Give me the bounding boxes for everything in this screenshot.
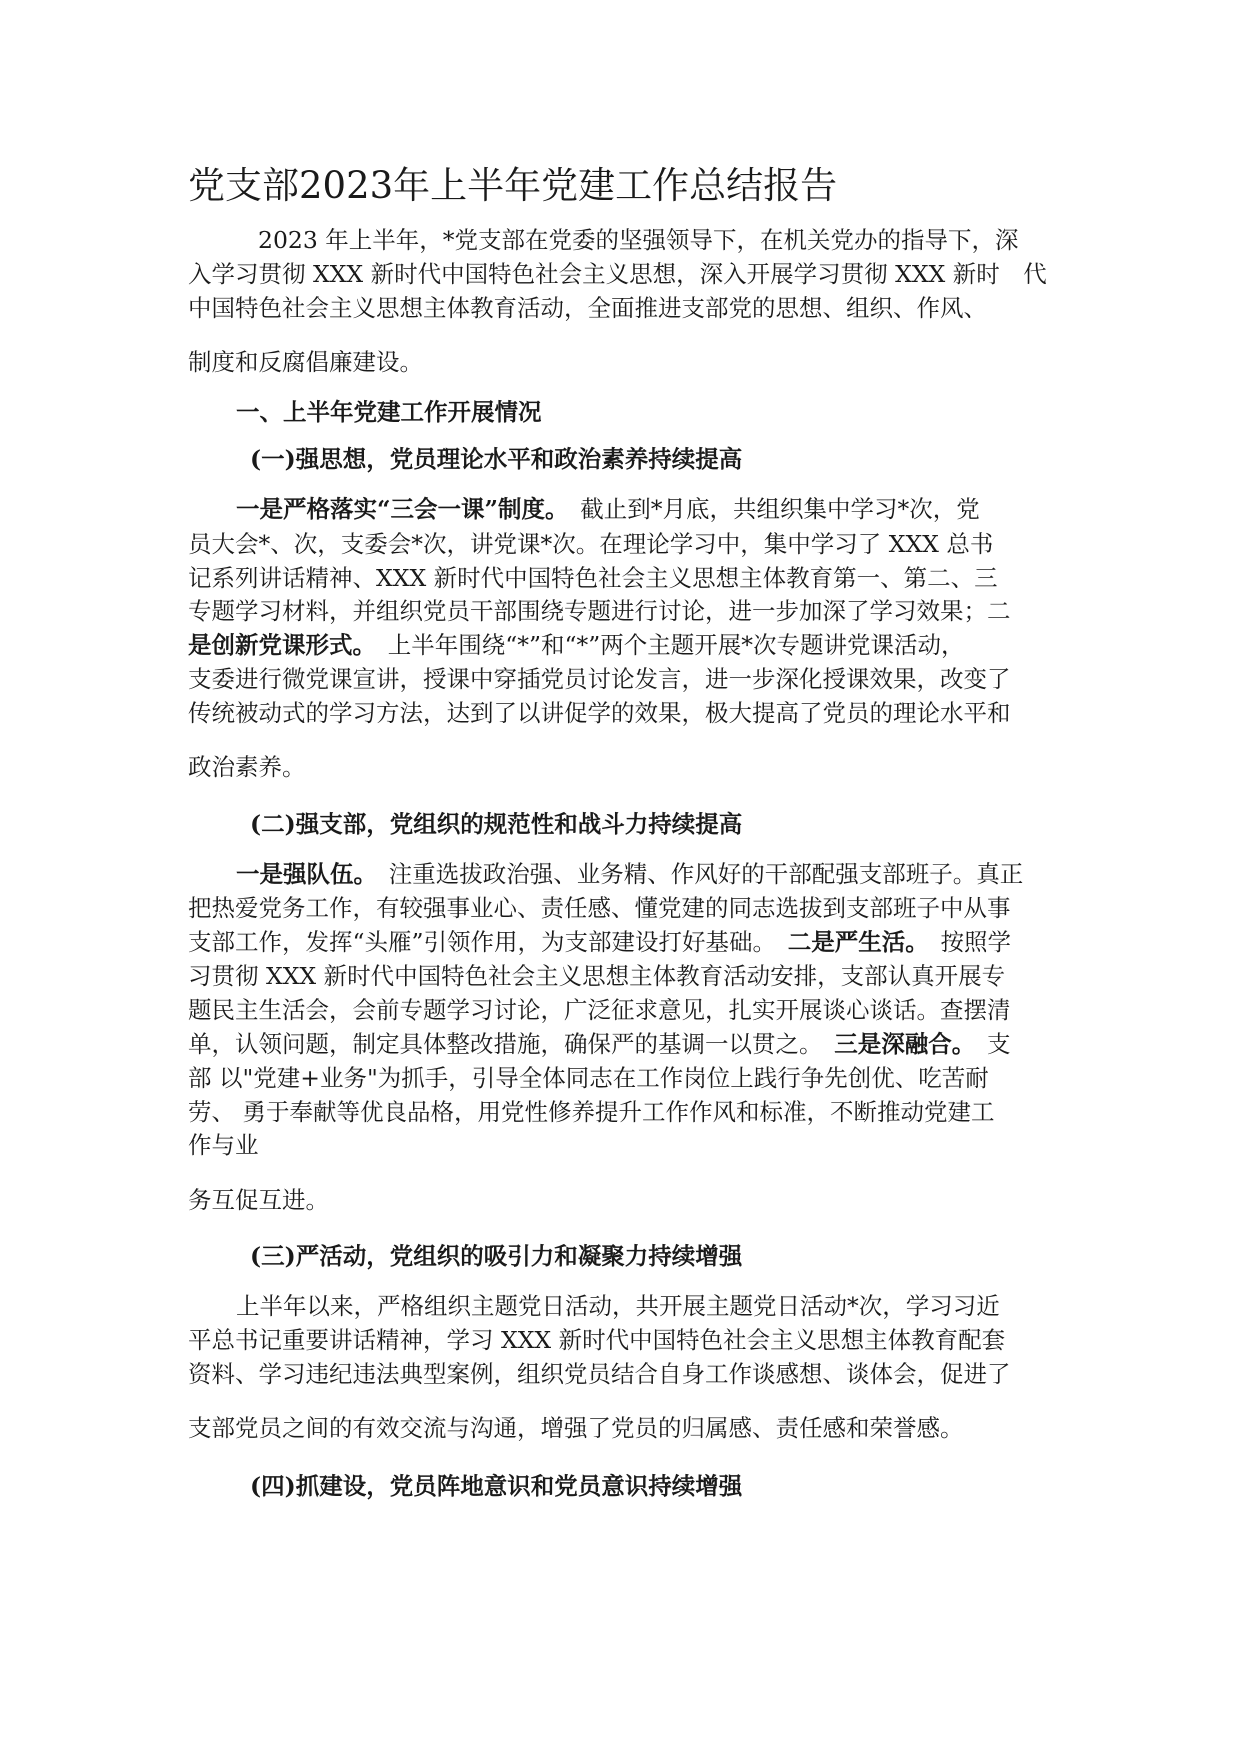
- paragraph-line: 务互促互进。: [188, 1186, 329, 1214]
- paragraph-line: 资料、学习违纪违法典型案例，组织党员结合自身工作谈感想、谈体会，促进了: [188, 1360, 1011, 1388]
- paragraph-line: 记系列讲话精神、XXX 新时代中国特色社会主义思想主体教育第一、第二、三: [188, 564, 998, 592]
- subsection-heading-3: (三)严活动，党组织的吸引力和凝聚力持续增强: [250, 1242, 743, 1270]
- subsection-heading-4: (四)抓建设，党员阵地意识和党员意识持续增强: [250, 1472, 743, 1500]
- document-title: 党支部2023年上半年党建工作总结报告: [188, 164, 838, 207]
- emphasis-text: 一是强队伍。: [236, 860, 366, 888]
- paragraph-line: 劳、 勇于奉献等优良品格，用党性修养提升工作作风和标准，不断推动党建工: [188, 1098, 995, 1126]
- body-text: 上半年围绕“*”和“*”两个主题开展*次专题讲党课活动，: [364, 631, 965, 659]
- body-text: 截止到*月底，共组织集中学习*次，党: [556, 495, 980, 523]
- subsection-heading-1: (一)强思想，党员理论水平和政治素养持续提高: [250, 445, 743, 473]
- subsection-heading-2: (二)强支部，党组织的规范性和战斗力持续提高: [250, 810, 743, 838]
- paragraph-line: [188, 631, 965, 659]
- paragraph-line: 习贯彻 XXX 新时代中国特色社会主义思想主体教育活动安排，支部认真开展专: [188, 962, 1006, 990]
- paragraph-line: 政治素养。: [188, 753, 306, 781]
- paragraph-line: 上半年以来，严格组织主题党日活动，共开展主题党日活动*次，学习习近: [236, 1292, 1000, 1320]
- intro-line-1: 2023 年上半年，*党支部在党委的坚强领导下，在机关党办的指导下，深: [258, 226, 1019, 254]
- body-text: 单，认领问题，制定具体整改措施，确保严的基调一以贯之。: [188, 1030, 811, 1058]
- paragraph-line: 支委进行微党课宣讲，授课中穿插党员讨论发言，进一步深化授课效果，改变了: [188, 665, 1011, 693]
- paragraph-line: [236, 860, 1023, 888]
- paragraph-line: [188, 1030, 1011, 1058]
- paragraph-line: 题民主生活会，会前专题学习讨论，广泛征求意见，扎实开展谈心谈话。查摆清: [188, 996, 1011, 1024]
- emphasis-text: 一是严格落实“三会一课”制度。: [236, 495, 557, 523]
- paragraph-line: [188, 928, 1011, 956]
- section-heading: 一、上半年党建工作开展情况: [236, 398, 542, 426]
- intro-line-2: 入学习贯彻 XXX 新时代中国特色社会主义思想，深入开展学习贯彻 XXX 新时 代: [188, 260, 1047, 288]
- paragraph-line: [236, 495, 980, 523]
- paragraph-line: 部 以"党建+业务"为抓手，引导全体同志在工作岗位上践行争先创优、吃苦耐: [188, 1064, 989, 1092]
- intro-line-3: 中国特色社会主义思想主体教育活动，全面推进支部党的思想、组织、作风、: [188, 294, 987, 322]
- body-text: 注重选拔政治强、业务精、作风好的干部配强支部班子。真正: [365, 860, 1024, 888]
- paragraph-line: 作与业: [188, 1131, 259, 1159]
- paragraph-line: 专题学习材料，并组织党员干部围绕专题进行讨论，进一步加深了学习效果；二: [188, 597, 1011, 625]
- paragraph-line: 传统被动式的学习方法，达到了以讲促学的效果，极大提高了党员的理论水平和: [188, 699, 1011, 727]
- paragraph-line: 员大会*、次，支委会*次，讲党课*次。在理论学习中，集中学习了 XXX 总书: [188, 530, 994, 558]
- body-text: 按照学: [940, 928, 1012, 956]
- intro-line-4: 制度和反腐倡廉建设。: [188, 348, 423, 376]
- emphasis-text: 三是深融合。: [834, 1030, 964, 1058]
- body-text: 支部工作，发挥“头雁”引领作用，为支部建设打好基础。: [188, 928, 765, 956]
- emphasis-text: 二是严生活。: [787, 928, 918, 956]
- paragraph-line: 支部党员之间的有效交流与沟通，增强了党员的归属感、责任感和荣誉感。: [188, 1414, 964, 1442]
- body-text: 支: [987, 1030, 1011, 1058]
- paragraph-line: 平总书记重要讲话精神，学习 XXX 新时代中国特色社会主义思想主体教育配套: [188, 1326, 1006, 1354]
- emphasis-text: 是创新党课形式。: [188, 631, 365, 659]
- paragraph-line: 把热爱党务工作，有较强事业心、责任感、懂党建的同志选拔到支部班子中从事: [188, 894, 1011, 922]
